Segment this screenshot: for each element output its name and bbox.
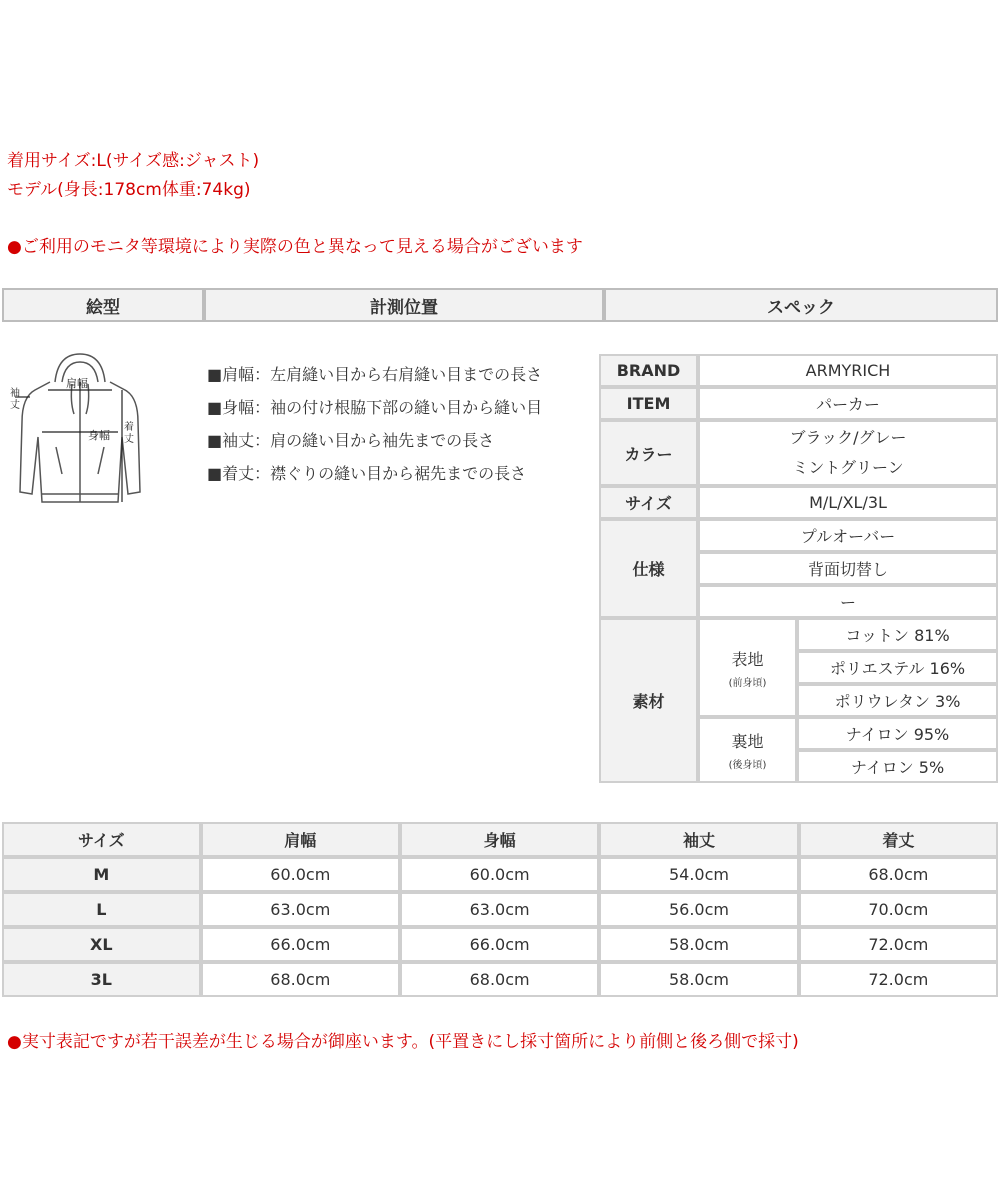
size-header: 身幅: [400, 822, 599, 857]
lining-label: [698, 717, 797, 783]
material-label: 素材: [599, 618, 698, 783]
brand-label: BRAND: [599, 354, 698, 387]
outer-label: [698, 618, 797, 717]
size-cell: XL: [2, 927, 201, 962]
size-header: サイズ: [2, 822, 201, 857]
size-cell: M: [2, 857, 201, 892]
size-cell: 56.0cm: [599, 892, 798, 927]
size-cell: 66.0cm: [201, 927, 400, 962]
lining-value-1: ナイロン 95%: [797, 717, 998, 750]
outer-value-1: コットン 81%: [797, 618, 998, 651]
header-measure-position: 計測位置: [204, 288, 604, 322]
size-table: [2, 822, 998, 997]
body-label: 身幅: [88, 429, 110, 442]
length-label-1: 着: [124, 422, 134, 433]
outer-value-3: ポリウレタン 3%: [797, 684, 998, 717]
measurement-list: [207, 358, 542, 490]
size-cell: 68.0cm: [201, 962, 400, 997]
color-label: カラー: [599, 420, 698, 486]
spec-table: [599, 354, 998, 783]
outer-label-text: 表地: [731, 649, 764, 669]
detail-value-2: 背面切替し: [698, 552, 998, 585]
table-row: [2, 857, 998, 892]
sleeve-label-1: 袖: [10, 388, 20, 399]
size-cell: 72.0cm: [799, 927, 998, 962]
outer-note: (前身頃): [728, 677, 767, 689]
size-cell: 70.0cm: [799, 892, 998, 927]
model-body-note: モデル(身長:178cm体重:74kg): [7, 180, 251, 200]
header-spec: スペック: [604, 288, 998, 322]
shoulder-label: 肩幅: [66, 377, 88, 390]
measurement-item: ■着丈：襟ぐりの縫い目から裾先までの長さ: [207, 464, 527, 483]
section-header: [2, 288, 998, 322]
model-size-note: 着用サイズ:L(サイズ感:ジャスト): [7, 151, 260, 171]
size-header: 袖丈: [599, 822, 798, 857]
color-value-2: ミントグリーン: [792, 458, 904, 477]
measurement-item: ■身幅：袖の付け根脇下部の縫い目から縫い目: [207, 398, 543, 417]
detail-value-3: ー: [698, 585, 998, 618]
measurement-item: ■袖丈：肩の縫い目から袖先までの長さ: [207, 431, 495, 450]
size-label: サイズ: [599, 486, 698, 519]
lining-value-2: ナイロン 5%: [797, 750, 998, 783]
outer-value-2: ポリエステル 16%: [797, 651, 998, 684]
lining-label-text: 裏地: [731, 732, 764, 751]
hoodie-diagram-icon: [10, 352, 150, 512]
size-cell: L: [2, 892, 201, 927]
detail-label: 仕様: [599, 519, 698, 618]
size-table-header: [2, 822, 998, 857]
color-value: [698, 420, 998, 486]
size-cell: 60.0cm: [201, 857, 400, 892]
size-cell: 66.0cm: [400, 927, 599, 962]
header-illustration: 絵型: [2, 288, 204, 322]
item-label: ITEM: [599, 387, 698, 420]
item-value: パーカー: [698, 387, 998, 420]
table-row: [2, 962, 998, 997]
measure-warning: ●実寸表記ですが若干誤差が生じる場合が御座います。(平置きにし採寸箇所により前側と後ろ側で採寸): [7, 1032, 799, 1052]
size-value: M/L/XL/3L: [698, 486, 998, 519]
table-row: [2, 892, 998, 927]
size-cell: 63.0cm: [400, 892, 599, 927]
sleeve-label-2: 丈: [10, 400, 20, 411]
size-cell: 3L: [2, 962, 201, 997]
size-cell: 54.0cm: [599, 857, 798, 892]
color-value-1: ブラック/グレー: [789, 428, 907, 447]
detail-value-1: プルオーバー: [698, 519, 998, 552]
length-label-2: 丈: [124, 434, 134, 445]
size-cell: 58.0cm: [599, 927, 798, 962]
size-cell: 58.0cm: [599, 962, 798, 997]
size-cell: 72.0cm: [799, 962, 998, 997]
hoodie-drawing: [10, 352, 150, 512]
size-cell: 68.0cm: [400, 962, 599, 997]
table-row: [2, 927, 998, 962]
brand-value: ARMYRICH: [698, 354, 998, 387]
size-cell: 60.0cm: [400, 857, 599, 892]
size-cell: 68.0cm: [799, 857, 998, 892]
size-cell: 63.0cm: [201, 892, 400, 927]
color-warning: ●ご利用のモニタ等環境により実際の色と異なって見える場合がございます: [7, 237, 583, 257]
size-header: 着丈: [799, 822, 998, 857]
measurement-item: ■肩幅：左肩縫い目から右肩縫い目までの長さ: [207, 365, 543, 384]
size-header: 肩幅: [201, 822, 400, 857]
lining-note: (後身頃): [728, 760, 767, 771]
